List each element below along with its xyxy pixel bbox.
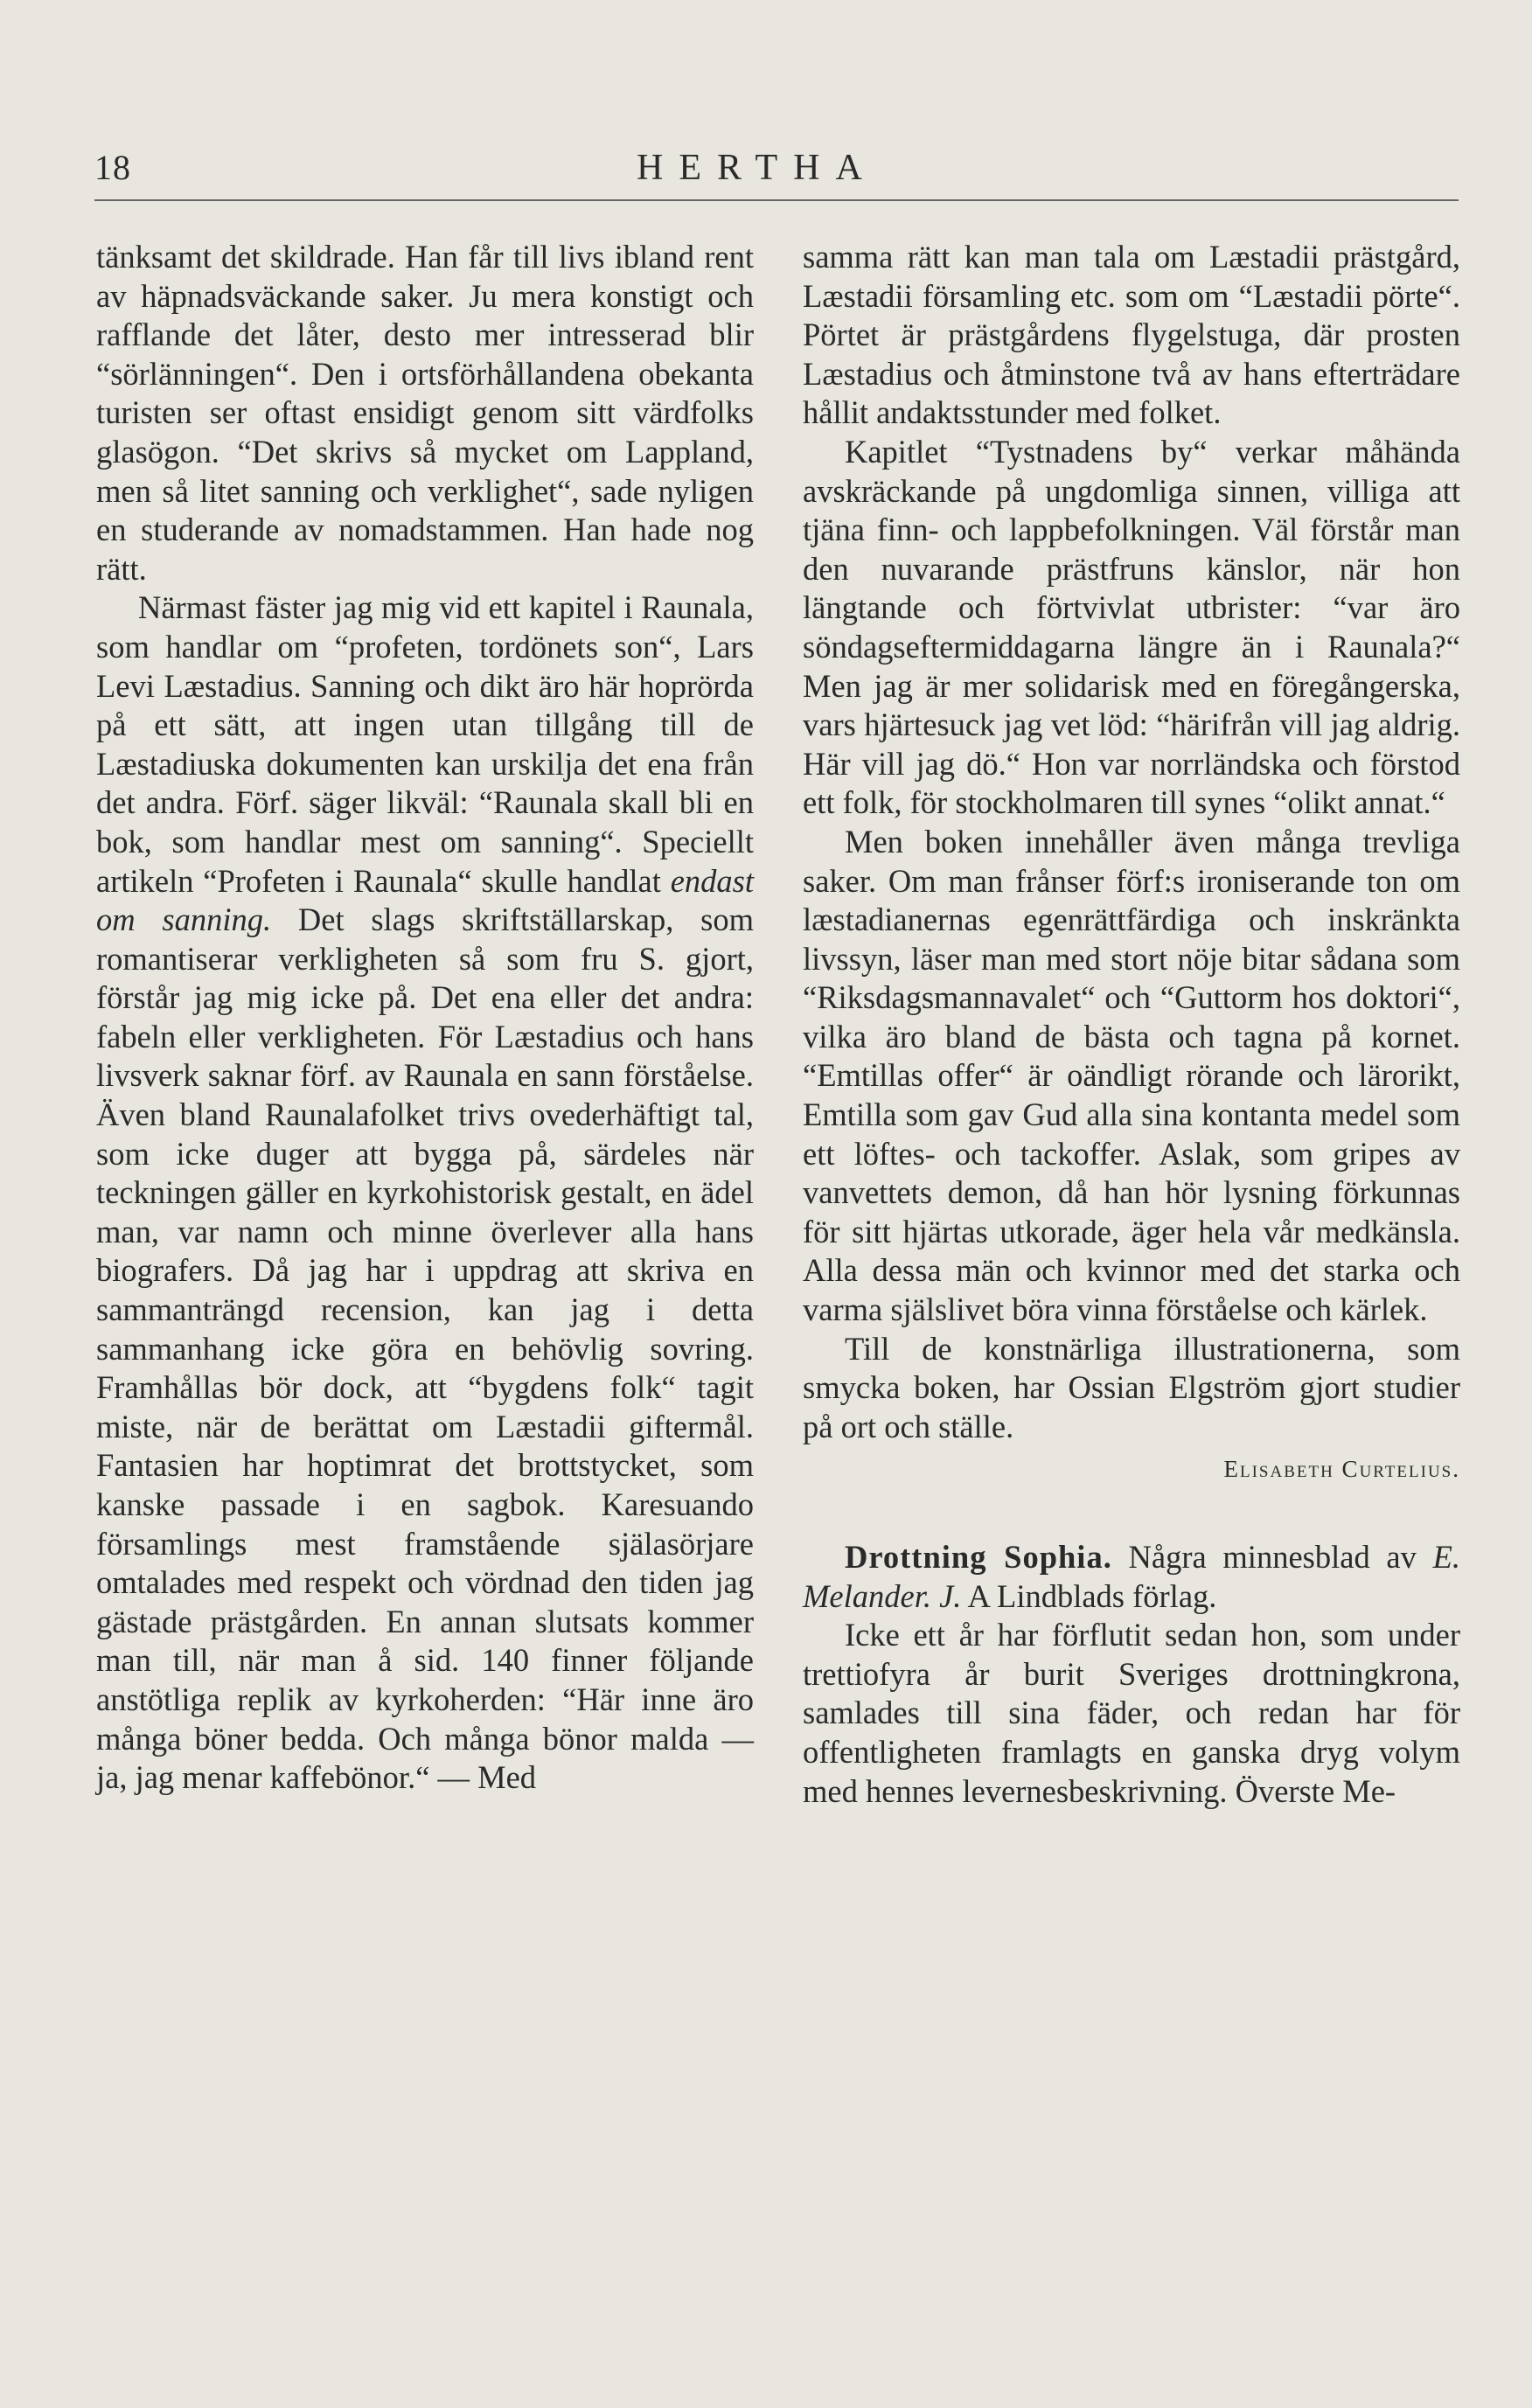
left-column	[96, 238, 754, 1798]
right-paragraph-1: samma rätt kan man tala om Læstadii prästgård, Læstadii församling etc. som om “Læstadii pörte“. Pörtet är prästgårdens flygelstuga, där prosten Læstadius och åtminstone två av hans efterträdare hållit andaktsstunder med folket.	[803, 239, 1460, 431]
right-paragraph-5: Icke ett år har förflutit sedan hon, som under trettiofyra år burit Sveriges drottningkrona, samlades till sina fäder, och redan har för offentligheten framlagts en ganska dryg volym med hennes levernesbeskrivning. Överste Me-	[803, 1617, 1460, 1809]
right-paragraph-2: Kapitlet “Tystnadens by“ verkar måhända avskräckande på ungdomliga sinnen, villiga att tjäna finn- och lappbefolkningen. Väl förstår man den nuvarande prästfruns känslor, när hon längtande och förtvivlat utbrister: “var äro söndagseftermiddagarna längre än i Raunala?“ Men jag är mer solidarisk med en föregångerska, vars hjärtesuck jag vet löd: “härifrån vill jag aldrig. Här vill jag dö.“ Hon var norrländska och förstod ett folk, för stockholmaren till synes “olikt annat.“	[803, 433, 1460, 821]
page-number: 18	[94, 148, 131, 187]
left-paragraph-2-part-b: Det slags skriftställarskap, som romantiserar verkligheten så som fru S. gjort, förstår jag mig icke på. Det ena eller det andra: fabeln eller verkligheten. För Læstadius och hans livsverk saknar förf. av Raunala en sann förståelse. Även bland Raunalafolket trivs ovederhäftigt tal, som icke duger att bygga på, särdeles när teckningen gäller en kyrkohistorisk gestalt, en ädel man, var namn och minne överlever alla hans biografers. Då jag har i uppdrag att skriva en sammanträngd recension, kan jag i detta sammanhang icke göra en behövlig sovring. Framhållas bör dock, att “bygdens folk“ tagit miste, när de berättat om Læstadii giftermål. Fantasien har hoptimrat det brottstycket, som kanske passade i en sagbok. Karesuando församlings mest framstående själasörjare omtalades med respekt och vördnad den tiden jag gästade prästgården. En annan slutsats kommer man till, när man å sid. 140 finner följande anstötliga replik av kyrkoherden: “Här inne äro många böner bedda. Och många bönor malda — ja, jag menar kaffebönor.“ — Med	[96, 901, 754, 1796]
review-intro-b: A Lindblads förlag.	[961, 1577, 1217, 1614]
review-title: Drottning Sophia.	[845, 1539, 1112, 1575]
journal-title: HERTHA	[637, 148, 878, 188]
left-paragraph-1: tänksamt det skildrade. Han får till livs ibland rent av häpnadsväckande saker. Ju mera konstigt och rafflande det låter, desto mer intresserad blir “sörlänningen“. Den i ortsförhållandena obekanta turisten ser oftast ensidigt genom sitt värdfolks glasögon. “Det skrivs så mycket om Lappland, men så litet sanning och verklighet“, sade nyligen en studerande av nomadstammen. Han hade nog rätt.	[96, 239, 754, 587]
author-signature: Elisabeth Curtelius.	[1223, 1456, 1460, 1483]
running-header	[94, 147, 1459, 196]
left-paragraph-2-emphasis: endast om sanning.	[96, 862, 754, 938]
review-author: E. Melander. J.	[803, 1539, 1460, 1614]
right-paragraph-4: Till de konstnärliga illustrationerna, som smycka boken, har Ossian Elgström gjort studier på ort och ställe.	[803, 1330, 1460, 1444]
right-column	[803, 238, 1460, 1811]
left-paragraph-2-part-a: Närmast fäster jag mig vid ett kapitel i Raunala, som handlar om “profeten, tordönets son“, Lars Levi Læstadius. Sanning och dikt äro här hoprörda på ett sätt, att ingen utan tillgång till de Læstadiuska dokumenten kan urskilja det ena från det andra. Förf. säger likväl: “Raunala skall bli en bok, som handlar mest om sanning“. Speciellt artikeln “Profeten i Raunala“ skulle handlat	[96, 589, 754, 899]
left-paragraph-2	[96, 588, 754, 1797]
review-heading	[803, 1538, 1460, 1616]
review-intro-a: Några minnesblad av	[1111, 1539, 1433, 1575]
header-rule	[94, 199, 1459, 201]
right-paragraph-3: Men boken innehåller även många trevliga saker. Om man frånser förf:s ironiserande ton om læstadianernas egenrättfärdiga och inskränkta livssyn, läser man med stort nöje bitar sådana som “Riksdagsmannavalet“ och “Guttorm hos doktori“, vilka äro bland de bästa och tagna på kornet. “Emtillas offer“ är oändligt rörande och lärorikt, Emtilla som gav Gud alla sina kontanta medel som ett löftes- och tackoffer. Aslak, som gripes av vanvettets demon, då han hör lysning förkunnas för sitt hjärtas utkorade, äger hela vår medkänsla. Alla dessa män och kvinnor med det starka och varma själslivet böra vinna förståelse och kärlek.	[803, 823, 1460, 1328]
